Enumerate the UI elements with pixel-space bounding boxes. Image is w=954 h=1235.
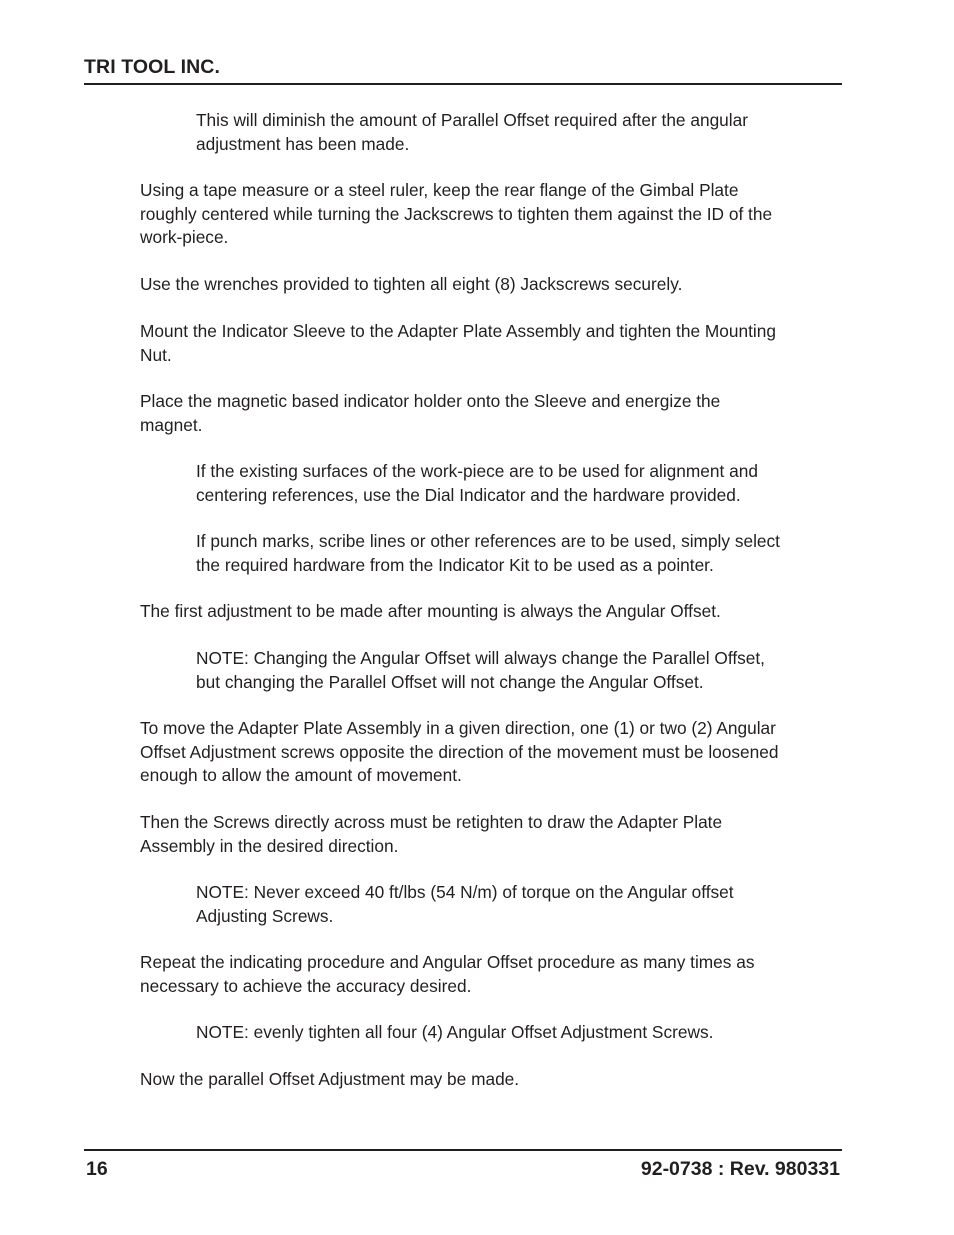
text-line: Adjusting Screws.: [196, 905, 334, 926]
text-line: To move the Adapter Plate Assembly in a given direction, one (1) or two (2) Angular: [140, 718, 776, 738]
text-line: adjustment has been made.: [196, 133, 410, 154]
paragraph: [140, 811, 722, 858]
footer-rule: [84, 1149, 842, 1151]
text-line: This will diminish the amount of Parallel Offset required after the angular: [196, 110, 748, 130]
text-line: centering references, use the Dial Indicator and the hardware provided.: [196, 484, 741, 505]
header-company-name: TRI TOOL INC.: [84, 56, 221, 78]
text-line: magnet.: [140, 414, 203, 435]
text-line: Mount the Indicator Sleeve to the Adapter Plate Assembly and tighten the Mounting: [140, 321, 776, 341]
paragraph: [140, 179, 772, 250]
text-line: NOTE: Changing the Angular Offset will always change the Parallel Offset,: [196, 648, 765, 668]
page-number: 16: [86, 1158, 108, 1180]
text-line: Nut.: [140, 344, 172, 365]
paragraph-indented: [196, 460, 758, 507]
paragraph: [140, 951, 755, 998]
text-line: Now the parallel Offset Adjustment may be made.: [140, 1069, 520, 1089]
text-line: NOTE: evenly tighten all four (4) Angular Offset Adjustment Screws.: [196, 1022, 714, 1042]
paragraph-indented: [196, 109, 748, 156]
paragraph: [140, 390, 720, 437]
text-line: the required hardware from the Indicator Kit to be used as a pointer.: [196, 554, 714, 575]
text-line: If punch marks, scribe lines or other references are to be used, simply select: [196, 531, 780, 551]
text-line: If the existing surfaces of the work-piece are to be used for alignment and: [196, 461, 758, 481]
paragraph: [140, 717, 778, 788]
text-line: The first adjustment to be made after mounting is always the Angular Offset.: [140, 601, 721, 621]
text-line: Using a tape measure or a steel ruler, keep the rear flange of the Gimbal Plate: [140, 180, 739, 200]
text-line: Assembly in the desired direction.: [140, 835, 399, 856]
text-line: Offset Adjustment screws opposite the direction of the movement must be loosened: [140, 741, 779, 762]
text-line: enough to allow the amount of movement.: [140, 765, 462, 785]
note-paragraph: [196, 1021, 713, 1045]
paragraph: [140, 273, 682, 297]
text-line: NOTE: Never exceed 40 ft/lbs (54 N/m) of torque on the Angular offset: [196, 882, 734, 902]
paragraph: [140, 320, 776, 367]
note-paragraph: [196, 881, 734, 928]
paragraph: [140, 600, 721, 624]
text-line: Use the wrenches provided to tighten all eight (8) Jackscrews securely.: [140, 274, 683, 294]
paragraph-indented: [196, 530, 780, 577]
text-line: Then the Screws directly across must be retighten to draw the Adapter Plate: [140, 812, 723, 832]
note-paragraph: [196, 647, 765, 694]
paragraph: [140, 1068, 519, 1092]
document-revision: 92-0738 : Rev. 980331: [640, 1158, 840, 1180]
text-line: but changing the Parallel Offset will not change the Angular Offset.: [196, 671, 704, 692]
text-line: Repeat the indicating procedure and Angular Offset procedure as many times as: [140, 952, 755, 972]
text-line: work-piece.: [140, 227, 229, 247]
text-line: roughly centered while turning the Jackscrews to tighten them against the ID of the: [140, 203, 773, 224]
text-line: Place the magnetic based indicator holder onto the Sleeve and energize the: [140, 391, 721, 411]
text-line: necessary to achieve the accuracy desired.: [140, 975, 472, 996]
header-rule: [84, 83, 842, 85]
